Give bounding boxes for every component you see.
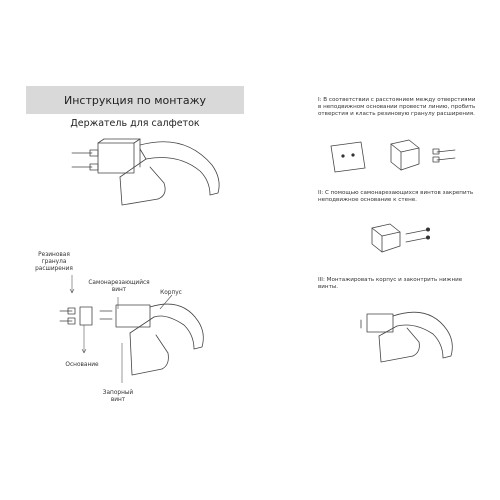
step-1-illustration [325,138,475,178]
label-body: Корпус [160,290,182,296]
step-1-text: I: В соответствии с расстоянием между отверстиями в неподвижном основании провести линию, пробить отверстия и класть резиновую гранулу расширения. [318,97,476,118]
page-title [26,86,244,114]
step-2-illustration [370,218,470,254]
step-2-text: II: С помощью самонарезающихся винтов закрепить неподвижное основание к стене. [318,190,474,204]
label-self-tapping-screw: Самонарезающийся винт [88,280,150,293]
holder-exploded-illustration [50,275,220,405]
label-rubber-plug: Резиновая гранула расширения [35,252,73,272]
label-base: Основание [65,362,99,368]
page-subtitle: Держатель для салфеток [70,118,200,129]
label-locking-screw: Запорный винт [102,390,134,403]
step-3-text: III: Монтажировать корпус и законтрить нижние винты. [318,277,463,291]
step-3-illustration [355,300,475,370]
page-title-text: Инструкция по монтажу [64,93,206,107]
holder-assembled-illustration [60,135,230,215]
